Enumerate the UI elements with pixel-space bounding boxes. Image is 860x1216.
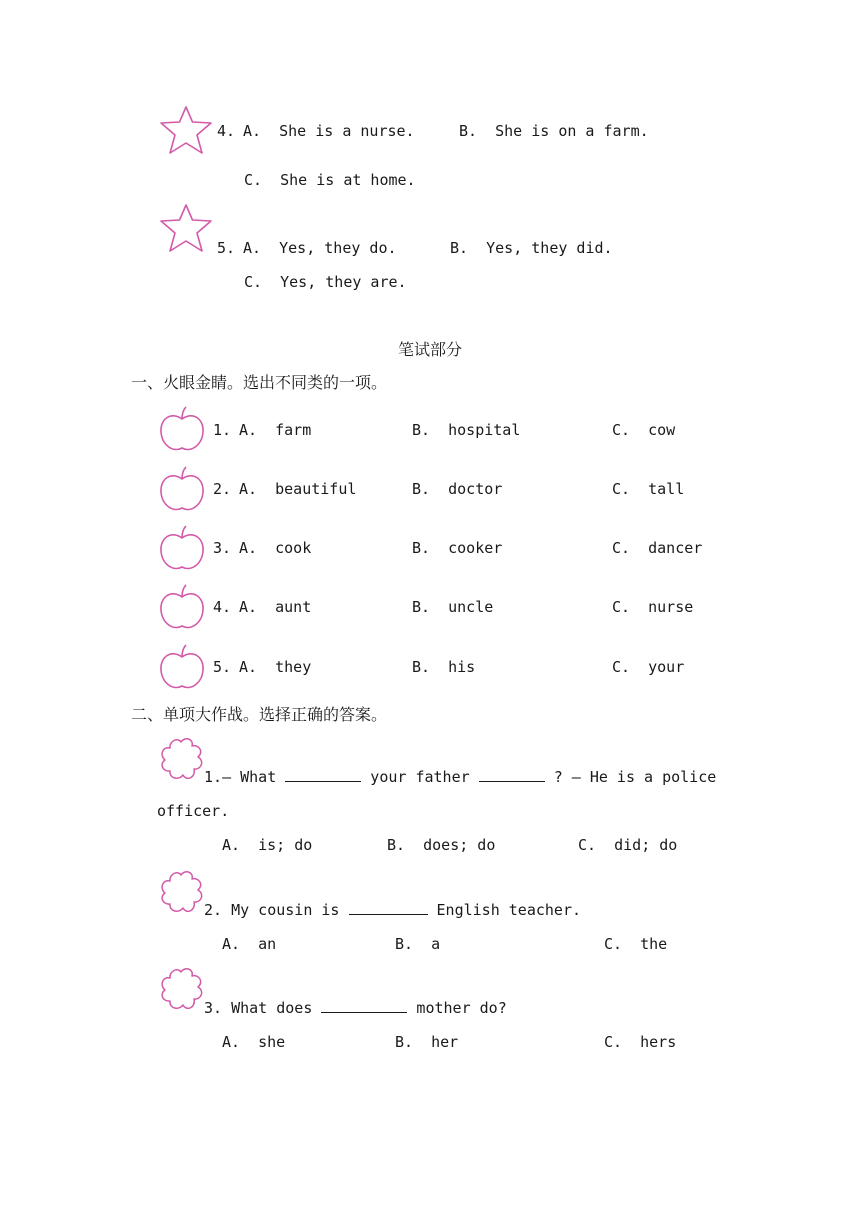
section2-q1-option-b: B. does; do bbox=[387, 836, 496, 854]
section2-q1-text-2: your father bbox=[361, 768, 479, 786]
section2-q1-continuation: officer. bbox=[157, 802, 230, 820]
section2-q1-text-1: — What bbox=[222, 768, 286, 786]
section2-q3-text-1: What does bbox=[222, 999, 322, 1017]
section1-item-1-option-c: C. cow bbox=[612, 421, 676, 439]
section1-item-2-number: 2. bbox=[213, 480, 232, 498]
section2-q1-option-a: A. is; do bbox=[222, 836, 313, 854]
section2-q2-text-1: My cousin is bbox=[222, 901, 349, 919]
section2-q2-option-c: C. the bbox=[604, 935, 668, 953]
listening-item-4-number: 4. bbox=[217, 122, 236, 140]
section1-item-3-option-a: A. cook bbox=[239, 539, 312, 557]
listening-item-4-option-a: A. She is a nurse. bbox=[243, 122, 415, 140]
section1-heading: 一、火眼金睛。选出不同类的一项。 bbox=[131, 373, 388, 392]
section2-q3-sentence bbox=[204, 998, 507, 1018]
section1-item-1-option-b: B. hospital bbox=[412, 421, 521, 439]
section1-item-5-number: 5. bbox=[213, 658, 232, 676]
section1-item-4-option-b: B. uncle bbox=[412, 598, 494, 616]
section1-item-5-option-a: A. they bbox=[239, 658, 312, 676]
section1-item-4-number: 4. bbox=[213, 598, 232, 616]
section1-item-2-option-b: B. doctor bbox=[412, 480, 503, 498]
listening-item-4-option-b: B. She is on a farm. bbox=[459, 122, 649, 140]
section2-q2-sentence bbox=[204, 900, 581, 920]
section2-q1-option-c: C. did; do bbox=[578, 836, 678, 854]
apple-icon bbox=[157, 465, 207, 515]
section2-q1-sentence bbox=[204, 767, 716, 787]
section2-q2-option-b: B. a bbox=[395, 935, 441, 953]
answer-blank[interactable] bbox=[285, 767, 361, 782]
section2-q2-text-2: English teacher. bbox=[427, 901, 582, 919]
section1-item-2-option-a: A. beautiful bbox=[239, 480, 357, 498]
flower-icon bbox=[157, 870, 205, 916]
section2-q3-option-a: A. she bbox=[222, 1033, 286, 1051]
listening-item-5-number: 5. bbox=[217, 239, 236, 257]
listening-item-5-option-b: B. Yes, they did. bbox=[450, 239, 613, 257]
section2-q3-number: 3. bbox=[204, 999, 223, 1017]
answer-blank[interactable] bbox=[349, 900, 428, 915]
section2-q3-option-c: C. hers bbox=[604, 1033, 677, 1051]
apple-icon bbox=[157, 643, 207, 693]
section2-q1-number: 1. bbox=[204, 768, 223, 786]
section2-heading: 二、单项大作战。选择正确的答案。 bbox=[131, 705, 388, 724]
section1-item-4-option-a: A. aunt bbox=[239, 598, 312, 616]
listening-item-5-option-a: A. Yes, they do. bbox=[243, 239, 397, 257]
section1-item-5-option-b: B. his bbox=[412, 658, 476, 676]
section2-q3-option-b: B. her bbox=[395, 1033, 459, 1051]
answer-blank[interactable] bbox=[479, 767, 545, 782]
section2-q3-text-2: mother do? bbox=[407, 999, 507, 1017]
star-icon bbox=[158, 105, 214, 155]
apple-icon bbox=[157, 583, 207, 633]
section1-item-2-option-c: C. tall bbox=[612, 480, 685, 498]
section1-item-4-option-c: C. nurse bbox=[612, 598, 694, 616]
flower-icon bbox=[157, 967, 205, 1013]
section1-item-3-number: 3. bbox=[213, 539, 232, 557]
section1-item-3-option-b: B. cooker bbox=[412, 539, 503, 557]
listening-item-4-option-c: C. She is at home. bbox=[244, 171, 416, 189]
star-icon bbox=[158, 203, 214, 253]
listening-item-5-option-c: C. Yes, they are. bbox=[244, 273, 407, 291]
section1-item-1-option-a: A. farm bbox=[239, 421, 312, 439]
section1-item-3-option-c: C. dancer bbox=[612, 539, 703, 557]
section2-q2-option-a: A. an bbox=[222, 935, 277, 953]
section1-item-1-number: 1. bbox=[213, 421, 232, 439]
section2-q1-text-3: ? — He is a police bbox=[544, 768, 717, 786]
apple-icon bbox=[157, 524, 207, 574]
flower-icon bbox=[157, 737, 205, 783]
section1-item-5-option-c: C. your bbox=[612, 658, 685, 676]
section2-q2-number: 2. bbox=[204, 901, 223, 919]
answer-blank[interactable] bbox=[321, 998, 407, 1013]
apple-icon bbox=[157, 405, 207, 455]
written-part-title: 笔试部分 bbox=[397, 340, 462, 359]
